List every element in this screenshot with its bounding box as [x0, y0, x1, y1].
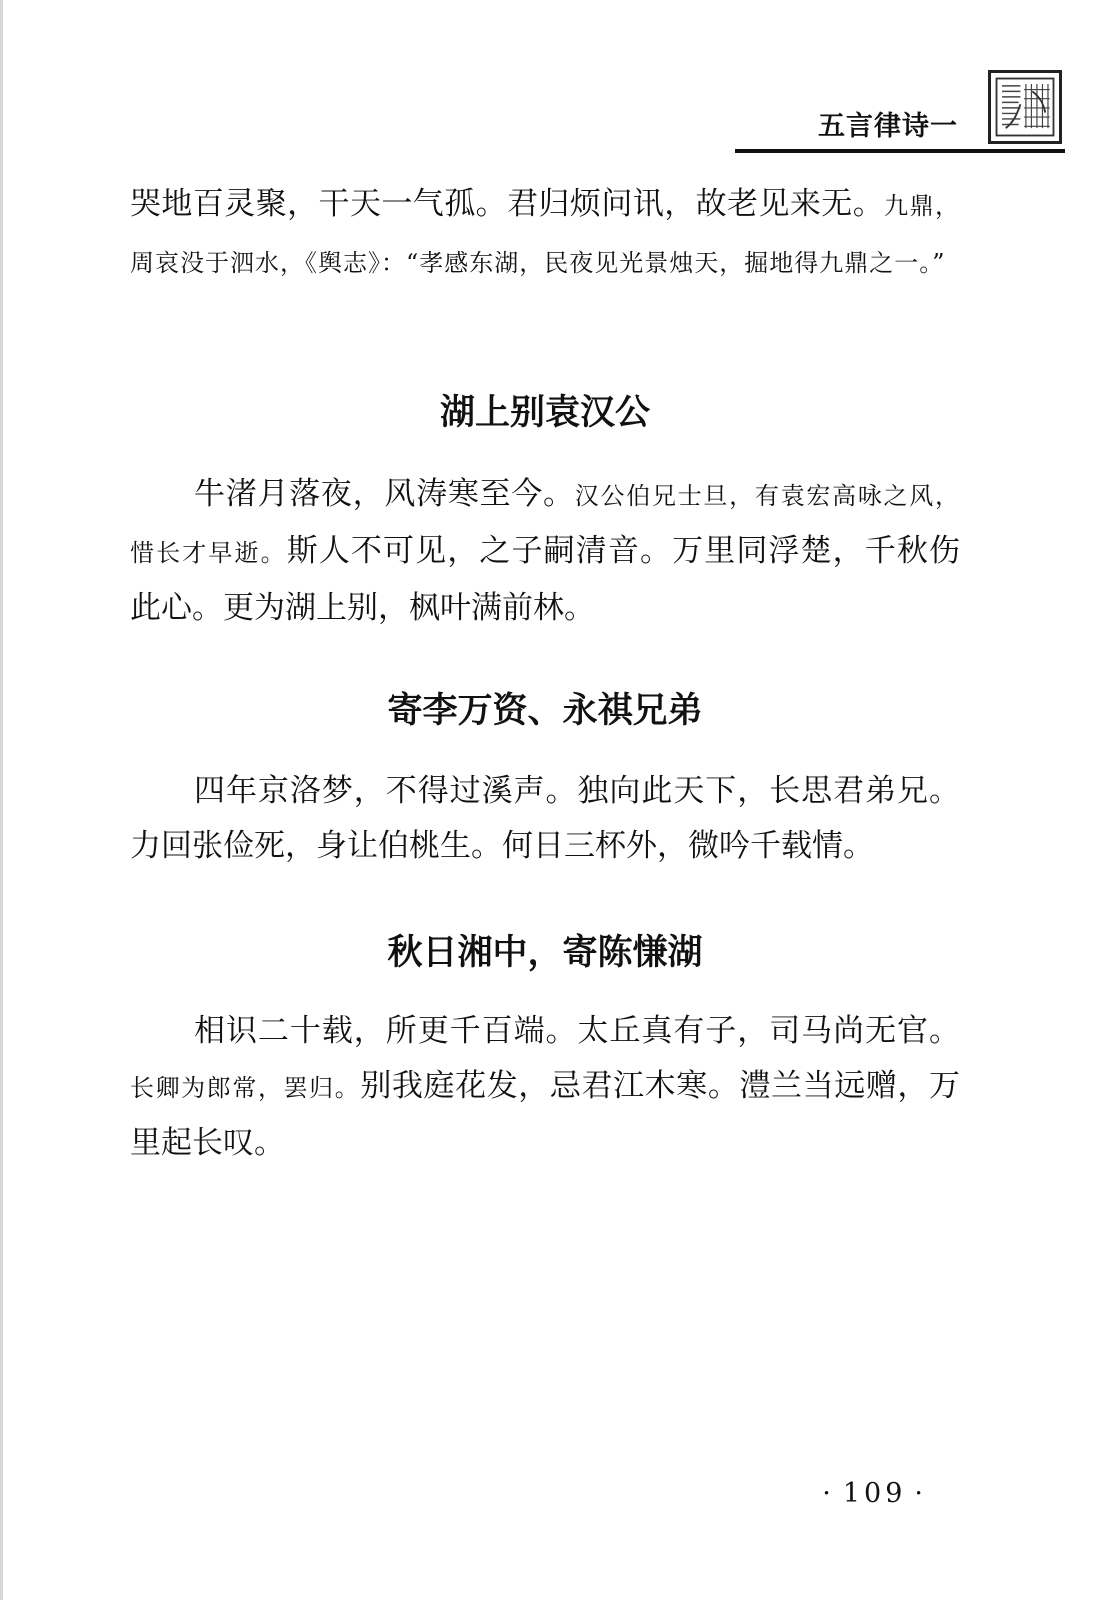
poem-title-3: 秋日湘中，寄陈慊湖 [387, 933, 703, 973]
poem-title-1: 湖上别袁汉公 [439, 393, 650, 433]
poem-body-1-text-1: 牛渚月落夜，风涛寒至今。 [194, 476, 575, 512]
poem-body-3 [130, 1004, 960, 1171]
page-number [814, 1478, 935, 1509]
poem-body-2 [130, 764, 960, 874]
page-number-value: 109 [842, 1478, 907, 1509]
running-header [735, 60, 1070, 160]
page-number-dot-left: · [822, 1478, 835, 1509]
header-rule [735, 149, 1065, 153]
page-edge-shadow [0, 0, 3, 1600]
poem-body-3-text-2: 别我庭花发，忌君江木寒。澧兰当远赠，万里起长叹。 [130, 1068, 961, 1161]
poem-title-2: 寄李万资、永祺兄弟 [387, 691, 703, 731]
continued-poem-note: 九鼎，周哀没于泗水，《舆志》：“孝感东湖，民夜见光景烛天，掘地得九鼎之一。” [130, 192, 961, 277]
poem-body-1-text-2: 斯人不可见，之子嗣清音。万里同浮楚，千秋伤此心。更为湖上别，枫叶满前林。 [130, 533, 961, 626]
poem-body-1 [130, 467, 960, 636]
poem-body-3-text-1: 相识二十载，所更千百端。太丘真有子，司马尚无官。 [194, 1013, 960, 1049]
poem-body-3-note: 长卿为郎常，罢归。 [130, 1074, 361, 1102]
running-header-title: 五言律诗一 [818, 111, 958, 142]
poem-body-2-text: 四年京洛梦，不得过溪声。独向此天下，长思君弟兄。力回张俭死，身让伯桃生。何日三杯外，微吟千载情。 [130, 773, 960, 864]
continued-poem-section [130, 177, 960, 291]
poem-body-1-note: 汉公伯兄士旦，有袁宏高咏之风，惜长才早逝。 [130, 482, 961, 567]
seal-stamp-icon [988, 70, 1062, 144]
page-number-dot-right: · [914, 1478, 927, 1509]
continued-poem-text: 哭地百灵聚，干天一气孤。君归烦问讯，故老见来无。 [130, 186, 885, 222]
